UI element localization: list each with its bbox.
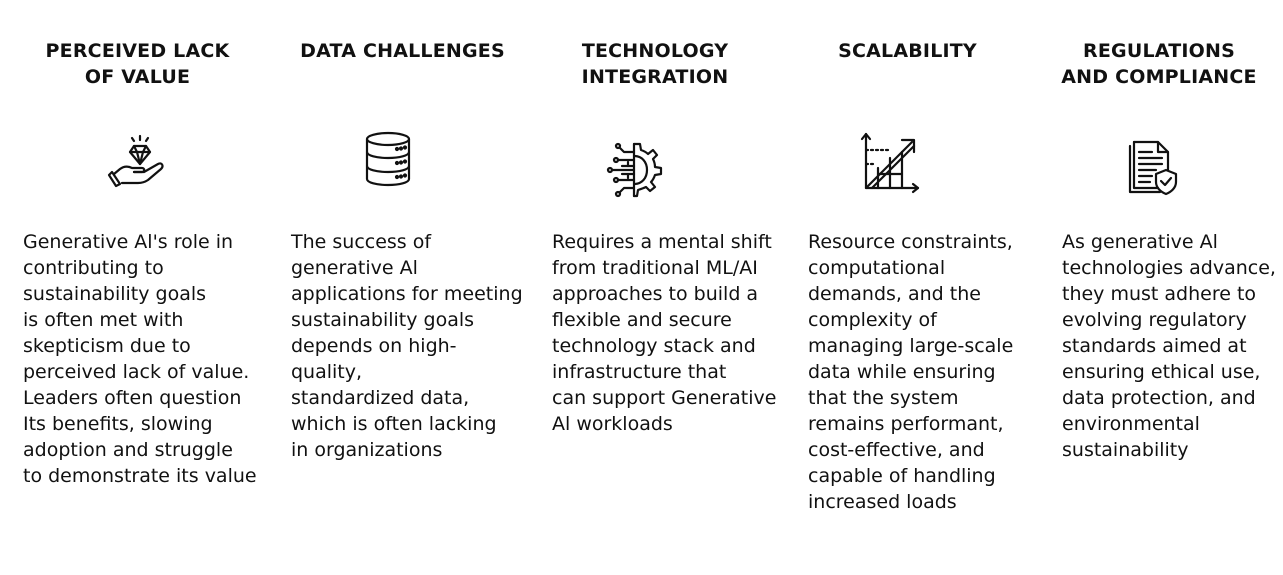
body-line: increased loads [808,491,957,513]
title-line: INTEGRATION [581,66,729,88]
body-line: that the system [808,387,959,409]
body-line: quality, [291,361,363,383]
column-body [808,229,1013,515]
body-line: standards aimed at [1062,335,1247,357]
growth-chart-icon [858,130,922,194]
body-line: demands, and the [808,283,981,305]
column-scalability [780,0,1035,575]
body-line: Requires a mental shift [552,231,772,253]
body-line: ensuring ethical use, [1062,361,1261,383]
body-line: As generative Al [1062,231,1218,253]
body-line: data protection, and [1062,387,1256,409]
body-line: contributing to [23,257,164,279]
column-perceived-lack-of-value [0,0,275,575]
title-line: SCALABILITY [838,40,977,62]
body-line: generative Al [291,257,418,279]
title-line: PERCEIVED LACK [45,40,230,62]
column-title [275,38,530,64]
compliance-document-icon [1120,134,1184,198]
body-line: Al workloads [552,413,673,435]
diamond-in-hand-icon [106,128,170,192]
column-data-challenges [275,0,530,575]
body-line: environmental [1062,413,1200,435]
body-line: evolving regulatory [1062,309,1247,331]
body-line: The success of [291,231,432,253]
title-line: OF VALUE [84,66,191,88]
body-line: infrastructure that [552,361,727,383]
body-line: applications for meeting [291,283,523,305]
body-line: Leaders often question [23,387,242,409]
column-title [530,38,780,90]
body-line: they must adhere to [1062,283,1257,305]
body-line: approaches to build a [552,283,759,305]
body-line: Its benefits, slowing [23,413,213,435]
body-line: sustainability goals [291,309,475,331]
body-line: skepticism due to [23,335,191,357]
body-line: to demonstrate its value [23,465,257,487]
body-line: complexity of [808,309,937,331]
body-line: computational [808,257,946,279]
body-line: remains performant, [808,413,1004,435]
body-line: can support Generative [552,387,777,409]
column-body [291,229,523,463]
body-line: data while ensuring [808,361,996,383]
body-line: from traditional ML/AI [552,257,758,279]
body-line: standardized data, [291,387,470,409]
title-line: TECHNOLOGY [581,40,729,62]
body-line: managing large-scale [808,335,1014,357]
title-line: AND COMPLIANCE [1061,66,1257,88]
body-line: capable of handling [808,465,996,487]
body-line: in organizations [291,439,443,461]
column-title [0,38,275,90]
body-line: Generative Al's role in [23,231,234,253]
body-line: adoption and struggle [23,439,233,461]
body-line: Resource constraints, [808,231,1013,253]
circuit-gear-icon [604,138,668,202]
column-body [23,229,257,489]
body-line: cost-effective, and [808,439,985,461]
column-body [552,229,776,437]
body-line: technologies advance, [1062,257,1276,279]
body-line: which is often lacking [291,413,497,435]
column-body [1062,229,1276,463]
body-line: sustainability goals [23,283,207,305]
body-line: flexible and secure [552,309,732,331]
column-title [1035,38,1283,90]
column-title [780,38,1035,64]
body-line: is often met with [23,309,184,331]
column-technology-integration [530,0,780,575]
title-line: DATA CHALLENGES [300,40,505,62]
column-regulations-and-compliance [1035,0,1283,575]
body-line: perceived lack of value. [23,361,250,383]
body-line: technology stack and [552,335,756,357]
body-line: sustainability [1062,439,1189,461]
database-icon [356,128,420,192]
title-line: REGULATIONS [1083,40,1235,62]
body-line: depends on high- [291,335,457,357]
